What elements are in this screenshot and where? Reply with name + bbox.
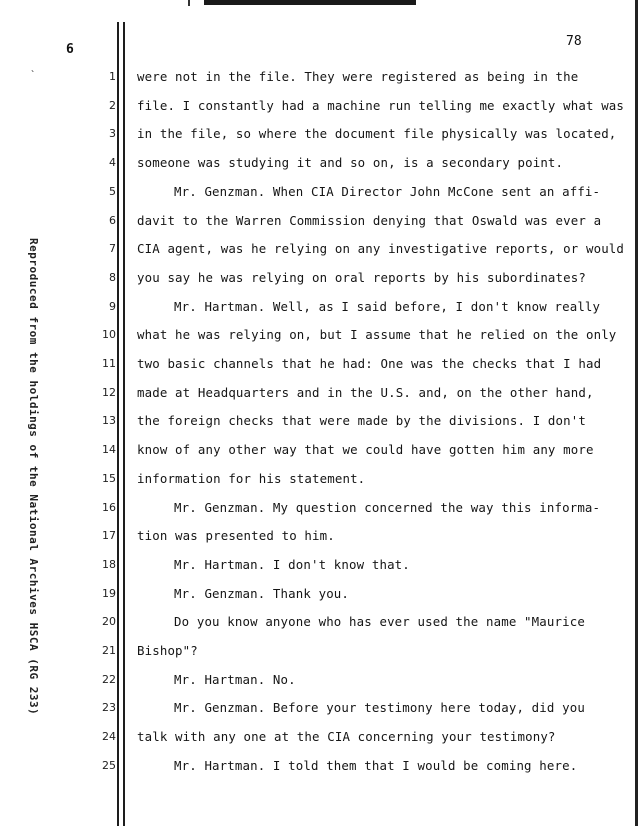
- line-number: 3: [109, 127, 116, 141]
- scan-tick-mark: `: [30, 70, 37, 81]
- line-number: 23: [102, 701, 116, 715]
- transcript-line: Mr. Hartman. Well, as I said before, I don't know really: [174, 298, 601, 314]
- transcript-line: were not in the file. They were registered as being in the: [137, 69, 579, 84]
- transcript-line: tion was presented to him.: [137, 528, 335, 544]
- transcript-line: Mr. Hartman. I told them that I would be coming here.: [174, 757, 578, 773]
- transcript-line: you say he was relying on oral reports by his subordinates?: [137, 269, 586, 285]
- line-number: 12: [102, 385, 116, 399]
- transcript-line: file. I constantly had a machine run telling me exactly what was: [137, 97, 625, 113]
- line-number: 1: [109, 70, 116, 83]
- transcript-line: Mr. Genzman. My question concerned the way this informa-: [174, 499, 601, 515]
- line-number: 16: [102, 500, 116, 514]
- line-number: 4: [109, 156, 116, 170]
- margin-rule-outer: [117, 22, 119, 826]
- line-number: 2: [109, 98, 116, 112]
- transcript-line: made at Headquarters and in the U.S. and, on the other hand,: [137, 384, 594, 400]
- top-scan-mark: [188, 0, 190, 6]
- line-number: 7: [109, 242, 116, 256]
- line-number: 8: [109, 270, 116, 284]
- transcript-line: two basic channels that he had: One was the checks that I had: [137, 356, 602, 371]
- transcript-line: talk with any one at the CIA concerning your testimony?: [137, 729, 556, 745]
- line-number: 9: [109, 299, 116, 313]
- transcript-line: know of any other way that we could have gotten him any more: [137, 442, 594, 458]
- transcript-line: Mr. Genzman. When CIA Director John McCone sent an affi-: [174, 183, 601, 199]
- line-number: 11: [102, 357, 116, 370]
- transcript-line: the foreign checks that were made by the divisions. I don't: [137, 413, 586, 429]
- top-scan-edge: [204, 0, 416, 5]
- line-number: 15: [102, 471, 116, 485]
- line-number: 6: [109, 213, 116, 227]
- transcript-line: CIA agent, was he relying on any investigative reports, or would: [137, 241, 625, 257]
- line-number: 14: [102, 443, 116, 457]
- transcript-line: Bishop"?: [137, 643, 198, 658]
- line-number: 10: [102, 328, 116, 342]
- line-number: 5: [109, 184, 116, 198]
- line-number: 19: [102, 586, 116, 600]
- line-number: 21: [102, 644, 116, 657]
- transcript-line: davit to the Warren Commission denying that Oswald was ever a: [137, 212, 602, 228]
- transcript-line: Mr. Genzman. Thank you.: [174, 585, 350, 601]
- line-number: 22: [102, 672, 116, 686]
- transcript-line: in the file, so where the document file physically was located,: [137, 126, 617, 142]
- transcript-line: information for his statement.: [137, 470, 366, 486]
- transcript-line: what he was relying on, but I assume that he relied on the only: [137, 327, 617, 343]
- line-number: 20: [102, 615, 116, 629]
- transcript-line: someone was studying it and so on, is a secondary point.: [137, 155, 564, 171]
- line-number: 17: [102, 529, 116, 543]
- line-number: 18: [102, 557, 116, 571]
- transcript-line: Do you know anyone who has ever used the name "Maurice: [174, 614, 585, 630]
- line-number: 13: [102, 414, 116, 428]
- archive-side-note: Reproduced from the holdings of the National Archives HSCA (RG 233): [27, 238, 40, 716]
- transcript-line: Mr. Hartman. No.: [174, 671, 296, 687]
- corner-number: 6: [66, 42, 74, 57]
- line-number: 24: [102, 730, 116, 744]
- page-number: 78: [566, 34, 582, 49]
- margin-rule-inner: [123, 22, 125, 826]
- transcript-line: Mr. Genzman. Before your testimony here today, did you: [174, 700, 585, 716]
- line-number: 25: [102, 758, 116, 772]
- transcript-line: Mr. Hartman. I don't know that.: [174, 556, 410, 572]
